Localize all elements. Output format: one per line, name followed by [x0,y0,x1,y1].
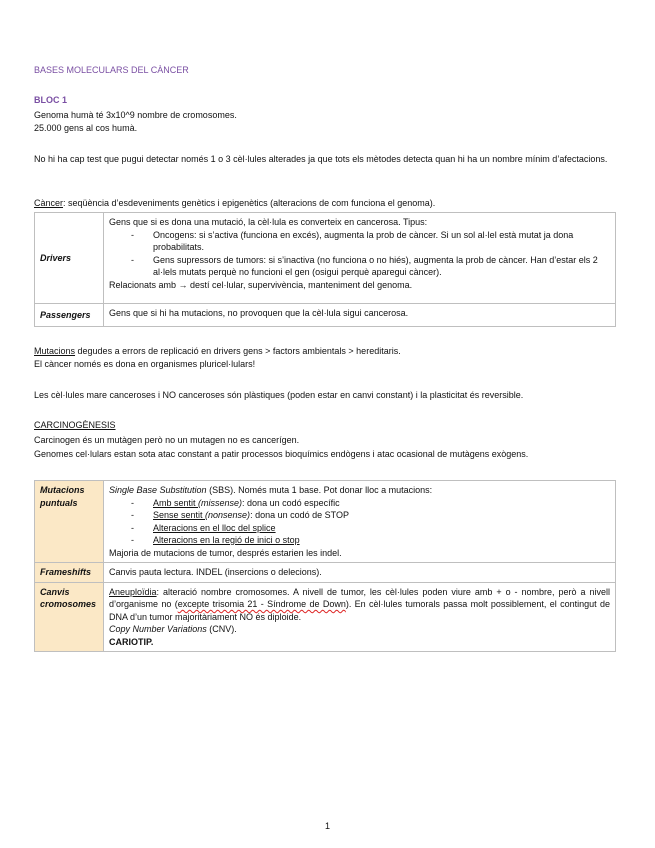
item-underlined: Alteracions en la regió de inici o stop [153,535,300,545]
row3-label: Canvis cromosomes [35,582,104,652]
test-paragraph: No hi ha cap test que pugui detectar només 1 o 3 cèl·lules alterades ja que tots els mètodes detecta quan hi ha un nombre mínim d’afectacions. [34,154,608,164]
list-item: - Oncogens: si s’activa (funciona en excés), augmenta la prob de càncer. Si un sol al·lel està mutat ja dona probabilitats. [109,229,610,254]
cancer-definition [34,197,616,210]
cnv-line [109,623,610,636]
cnv-rest: (CNV). [206,624,237,634]
list-item [109,522,610,535]
item-underlined: Alteracions en el lloc del splice [153,522,276,533]
bloc-label: BLOC 1 [34,95,68,105]
aneu-term: Aneuploïdia [109,586,157,597]
cnv-italic: Copy Number Variations [109,624,207,634]
row3-cell [104,582,616,652]
passengers-cell: Gens que si hi ha mutacions, no provoquen que la cèl·lula sigui cancerosa. [104,304,616,327]
intro-line-2: 25.000 gens al cos humà. [34,123,138,133]
item-underlined: Sense sentit [153,510,206,520]
intro-line-1: Genoma humà té 3x10^9 nombre de cromosomes. [34,110,237,120]
plastic-paragraph: Les cèl·lules mare canceroses i NO canceroses són plàstiques (poden estar en canvi constant) i la plasticitat és reversible. [34,390,524,400]
item-italic: (missense) [198,497,243,508]
aneu-text-2: ). En cèl·lules tumorals passa molt possiblement, el contingut de DNA d’un tumor majoritàriament NO és diploide. [109,599,610,622]
list-item: - Gens supressors de tumors: si s’inactiva (no funciona o no hiés), augmenta la prob de càncer. Han d’estar els 2 al·lels mutats perquè no funcioni el gen (osigui perquè aparegui càncer). [109,254,610,279]
cancer-text: : seqüència d’esdeveniments genètics i epigenètics (alteracions de com funciona el genoma). [63,198,436,208]
item-italic: (nonsense) [205,510,251,520]
drivers-list [109,229,610,279]
carcino-heading [34,419,616,432]
table-row [35,304,616,327]
cancer-term: Càncer [34,198,64,208]
sbs-italic: Single Base Substitution [109,485,207,495]
table-row [35,563,616,583]
list-item [109,497,610,510]
mutacions-term: Mutacions [34,346,76,356]
table-row [35,213,616,304]
row1-outro: Majoria de mutacions de tumor, després estarien les indel. [109,547,342,558]
drivers-label: Drivers [35,213,104,304]
mutation-list [109,497,610,547]
item-rest: : dona un codó específic [242,497,340,508]
mutacions-text: degudes a errors de replicació en drivers gens > factors ambientals > hereditaris. [75,346,401,356]
mutation-types-table [34,480,616,652]
aneu-text-1: : alteració nombre cromosomes. A nivell de tumor, les cèl·lules poden viure amb + o - nombre, però a nivell d’organisme no ( [109,586,610,609]
list-item [109,509,610,522]
mutacions-line-2: El càncer només es dona en organismes pluricel·lulars! [34,359,256,369]
mutacions-line [34,345,616,358]
drivers-passengers-table [34,212,616,327]
drivers-intro: Gens que si es dona una mutació, la cèl·lula es converteix en cancerosa. Tipus: [109,217,428,227]
list-item [109,534,610,547]
page-number: 1 [324,821,330,831]
carcino-heading-text: CARCINOGÈNESIS [34,420,116,430]
carcino-line-2: Genomes cel·lulars estan sota atac constant a patir processos bioquímics endògens i atac ocasional de mutàgens exògens. [34,449,529,459]
aneu-spellcheck: excepte trisomia 21 - Síndrome de Down [177,599,346,609]
drivers-cell [104,213,616,304]
row1-label: Mutacions puntuals [35,481,104,563]
sbs-line [109,484,610,497]
passengers-label: Passengers [35,304,104,327]
sbs-rest: (SBS). Només muta 1 base. Pot donar lloc a mutacions: [206,485,433,495]
cariotip: CARIOTIP. [109,636,154,647]
aneuploidia-text [109,586,610,624]
table-row [35,481,616,563]
row1-cell [104,481,616,563]
table-row [35,582,616,652]
item-rest: : dona un codó de STOP [250,510,349,520]
row2-cell: Canvis pauta lectura. INDEL (insercions o delecions). [104,563,616,583]
carcino-line-1: Carcinogen és un mutàgen però no un mutagen no es cancerígen. [34,435,300,445]
row2-label: Frameshifts [35,563,104,583]
item-underlined: Amb sentit [153,497,199,508]
drivers-outro: Relacionats amb → destí cel·lular, supervivència, manteniment del genoma. [109,279,413,290]
doc-title: BASES MOLECULARS DEL CÀNCER [34,65,189,75]
